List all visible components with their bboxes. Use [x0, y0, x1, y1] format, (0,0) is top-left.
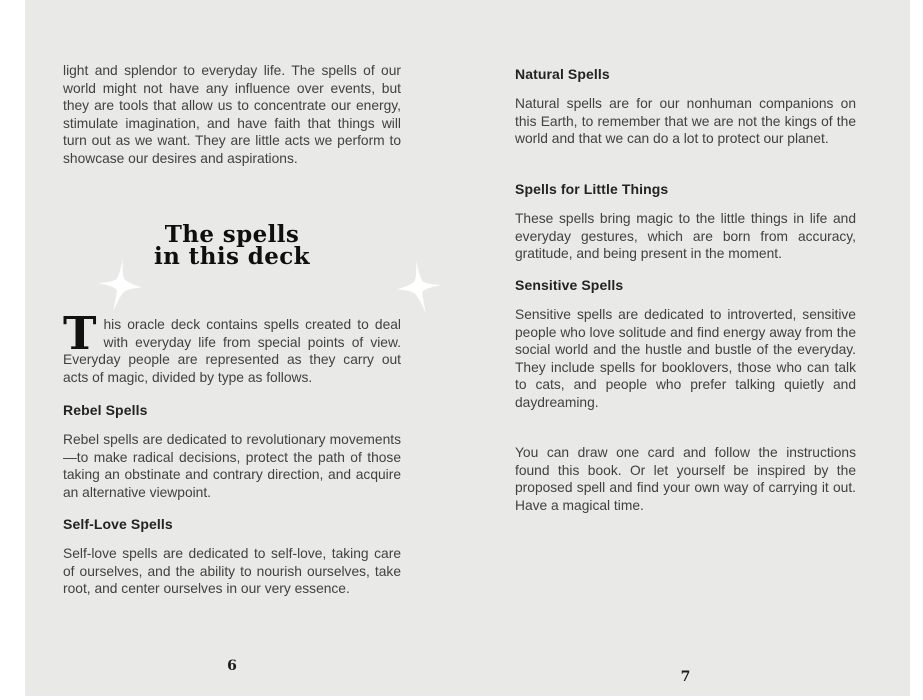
section-heading-self-love: Self-Love Spells	[63, 516, 173, 532]
sparkle-right-icon	[394, 258, 443, 316]
dropcap-letter: T	[63, 307, 97, 360]
closing-paragraph: You can draw one card and follow the instructions found this book. Or let yourself be inspired by the proposed spell and find your own way of carrying it out. Have a magical time.	[515, 445, 856, 513]
deck-title	[63, 221, 401, 270]
deck-description-text: his oracle deck contains spells created to deal with everyday life from special points of view. Everyday people are represented as they carry out acts of magic, divided by type as follows.	[63, 317, 401, 385]
section-body-sensitive: Sensitive spells are dedicated to introverted, sensitive people who love solitude and find energy away from the social world and the hustle and bustle of the everyday. They include spells for booklovers, those who can talk to cats, and people who prefer talking quietly and daydreaming.	[515, 307, 856, 410]
section-body-self-love: Self-love spells are dedicated to self-love, taking care of ourselves, and the ability to nourish ourselves, take root, and center ourselves in our very essence.	[63, 546, 401, 597]
section-body-rebel: Rebel spells are dedicated to revolutionary movements—to make radical decisions, protect the path of those taking an obstinate and contrary direction, and acquire an alternative viewpoint.	[63, 432, 401, 500]
deck-title-line1: The spells	[164, 221, 300, 248]
page-number-right: 7	[680, 669, 691, 685]
left-page	[63, 0, 401, 700]
section-heading-sensitive: Sensitive Spells	[515, 277, 624, 293]
intro-paragraph: light and splendor to everyday life. The spells of our world might not have any influence over events, but they are tools that allow us to concentrate our energy, stimulate imagination, and have faith that things will turn out as we want. They are little acts we perform to showcase our desires and aspirations.	[63, 63, 401, 166]
page-number-left: 6	[227, 658, 237, 674]
section-heading-little-things: Spells for Little Things	[515, 181, 669, 197]
section-body-little-things: These spells bring magic to the little things in life and everyday gestures, which are born from accuracy, gratitude, and being present in the moment.	[515, 211, 856, 262]
deck-description-paragraph	[63, 307, 401, 386]
section-heading-rebel: Rebel Spells	[63, 402, 148, 418]
right-page	[515, 0, 856, 700]
deck-title-line2: in this deck	[154, 242, 310, 270]
section-body-natural: Natural spells are for our nonhuman companions on this Earth, to remember that we are not the kings of the world and that we can do a lot to protect our planet.	[515, 96, 856, 147]
section-heading-natural: Natural Spells	[515, 66, 610, 82]
